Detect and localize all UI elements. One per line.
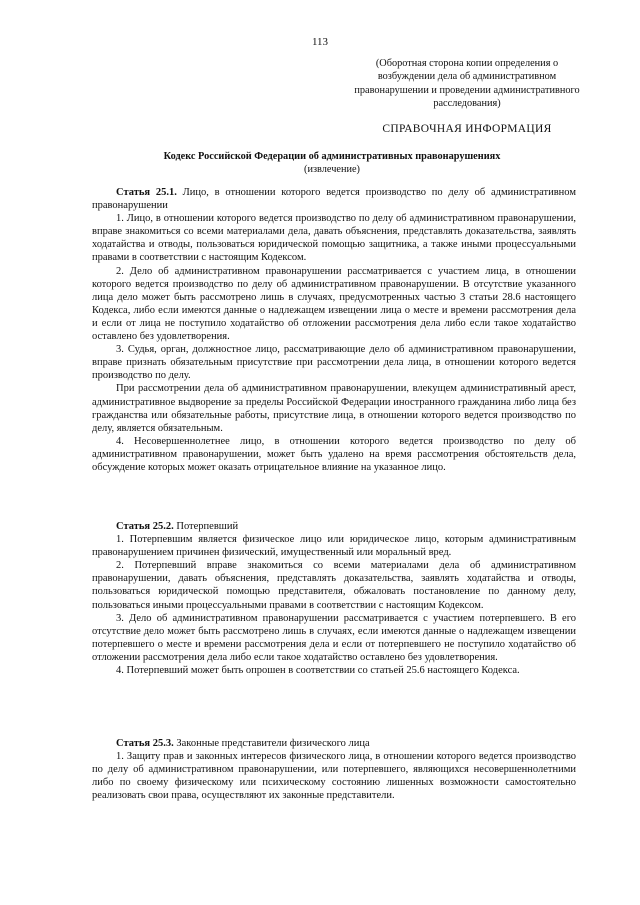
article-paragraph: 4. Потерпевший может быть опрошен в соответствии со статьей 25.6 настоящего Кодекса. <box>116 665 520 677</box>
article-paragraph: 2. Потерпевший вправе знакомиться со всеми материалами дела об административном правонарушении, давать объяснения, представлять доказательства, заявлять ходатайства и отводы, пользоваться юридической помощью представителя, обжаловать постановление по данному делу, пользоваться иными процессуальными правами в соответствии с настоящим Кодексом. <box>92 560 576 611</box>
article-25-3 <box>92 737 576 802</box>
article-paragraph: 1. Защиту прав и законных интересов физического лица, в отношении которого ведется производство по делу об административном правонарушении, или потерпевшего, являющихся несовершеннолетними либо по своему физическому или психическому состоянию лишенных возможности самостоятельно реализовать свои права, осуществляют их законные представители. <box>92 751 576 802</box>
extract-note: (извлечение) <box>304 164 360 175</box>
article-25-1 <box>92 186 576 474</box>
page-number: 113 <box>311 36 329 48</box>
article-paragraph: При рассмотрении дела об административном правонарушении, влекущем административный арест, административное выдворение за пределы Российской Федерации иностранного гражданина либо лица без гражданства или обязательные работы, присутствие лица, в отношении которого ведется производство по делу, является обязательным. <box>92 383 576 434</box>
code-title: Кодекс Российской Федерации об административных правонарушениях <box>163 151 501 162</box>
article-number: Статья 25.2. <box>116 521 174 532</box>
article-paragraph: 1. Лицо, в отношении которого ведется производство по делу об административном правонарушении, вправе знакомиться со всеми материалами дела, давать объяснения, представлять доказательства, заявлять ходатайства и отводы, пользоваться юридической помощью защитника, а также иными процессуальными правами в соответствии с настоящим Кодексом. <box>92 213 576 264</box>
article-number: Статья 25.3. <box>116 738 174 749</box>
article-25-2 <box>92 520 576 677</box>
article-paragraph: 1. Потерпевшим является физическое лицо или юридическое лицо, которым административным правонарушением причинен физический, имущественный или моральный вред. <box>92 534 576 559</box>
article-heading <box>92 520 576 533</box>
article-paragraph: 3. Дело об административном правонарушении рассматривается с участием потерпевшего. В его отсутствие дело может быть рассмотрено лишь в случаях, если имеются данные о надлежащем извещении потерпевшего о месте и времени рассмотрения дела и если от потерпевшего не поступило ходатайство об отложении рассмотрения дела либо если такое ходатайство оставлено без удовлетворения. <box>92 612 576 663</box>
article-number: Статья 25.1. <box>116 187 177 198</box>
article-title: Законные представители физического лица <box>176 738 370 749</box>
article-paragraph: 4. Несовершеннолетнее лицо, в отношении которого ведется производство по делу об административном правонарушении, может быть удалено на время рассмотрения обстоятельств дела, обсуждение которых может оказать отрицательное влияние на указанное лицо. <box>92 435 576 473</box>
article-title: Лицо, в отношении которого ведется производство по делу об административном правонарушении <box>92 187 576 212</box>
article-heading <box>92 737 576 750</box>
article-paragraph: 3. Судья, орган, должностное лицо, рассматривающие дело об административном правонарушении, вправе признать обязательным присутствие при рассмотрении дела лица, в отношении которого ведется производство по делу. <box>92 344 576 382</box>
reference-title: СПРАВОЧНАЯ ИНФОРМАЦИЯ <box>382 123 552 135</box>
corner-note: (Оборотная сторона копии определения о возбуждении дела об административном правонарушении и проведении административного расследования) <box>354 58 580 110</box>
article-title: Потерпевший <box>176 521 239 532</box>
article-paragraph: 2. Дело об административном правонарушении рассматривается с участием лица, в отношении которого ведется производство по делу об административном правонарушении. В отсутствие указанного лица дело может быть рассмотрено лишь в случаях, предусмотренных частью 3 статьи 28.6 настоящего Кодекса, либо если имеются данные о надлежащем извещении лица о месте и времени рассмотрения дела и если от лица не поступило ходатайство об отложении рассмотрения дела либо если такое ходатайство оставлено без удовлетворения. <box>92 265 576 343</box>
article-heading <box>92 186 576 212</box>
